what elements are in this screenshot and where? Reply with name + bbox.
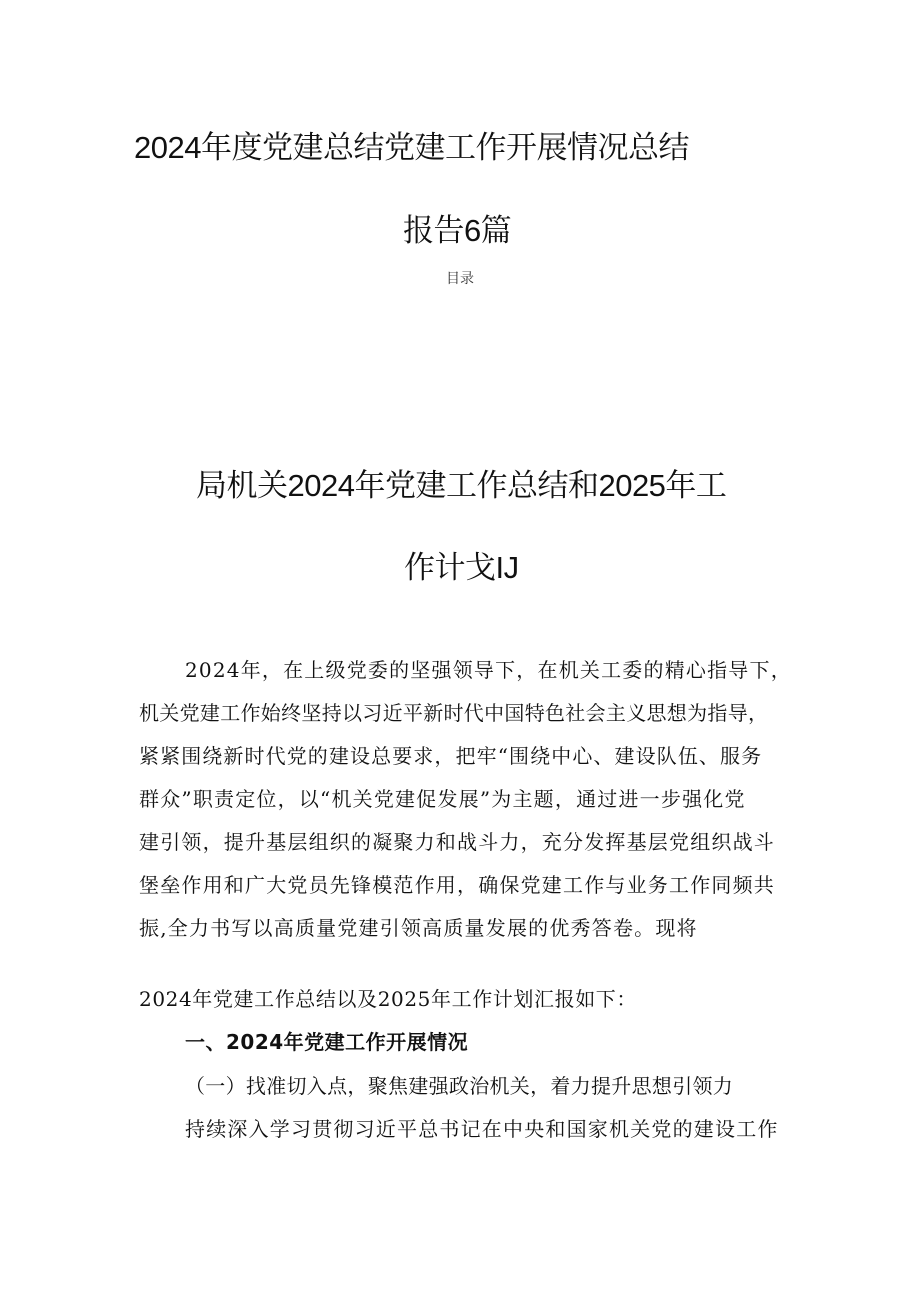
paragraph-line: 紧紧围绕新时代党的建设总要求，把牢“围绕中心、建设队伍、服务 [139,744,763,768]
paragraph-line: 建引领，提升基层组织的凝聚力和战斗力，充分发挥基层党组织战斗 [139,830,775,854]
paragraph-line: 振,全力书写以高质量党建引领高质量发展的优秀答卷。现将 [139,916,698,940]
toc-label: 目录 [446,271,474,287]
section-title-line2: 作计戈IJ [404,550,519,585]
document-title-line2: 报告6篇 [403,213,512,248]
subheading-1: （一）找准切入点，聚焦建强政治机关，着力提升思想引领力 [185,1074,734,1098]
paragraph-line: 持续深入学习贯彻习近平总书记在中央和国家机关党的建设工作 [185,1117,779,1141]
document-title-line1: 2024年度党建总结党建工作开展情况总结 [134,130,689,165]
paragraph-report-intro: 2024年党建工作总结以及2025年工作计划汇报如下： [139,987,637,1011]
section-heading-1: 一、2024年党建工作开展情况 [185,1030,469,1054]
section-title-line1: 局机关2024年党建工作总结和2025年工 [196,468,727,503]
paragraph-line: 机关党建工作始终坚持以习近平新时代中国特色社会主义思想为指导， [139,701,769,725]
paragraph-line: 群众”职责定位，以“机关党建促发展”为主题，通过进一步强化党 [139,787,746,811]
paragraph-line: 2024年，在上级党委的坚强领导下，在机关工委的精心指导下， [185,658,792,682]
paragraph-line: 堡垒作用和广大党员先锋模范作用，确保党建工作与业务工作同频共 [139,873,775,897]
